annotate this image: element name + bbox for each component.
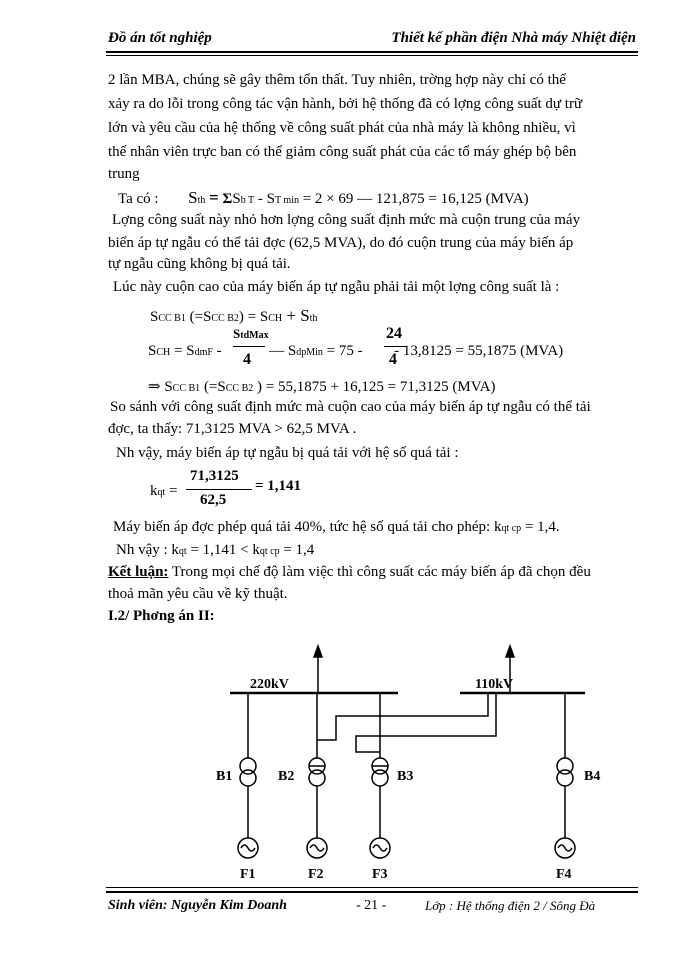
para3-line1: Lúc này cuộn cao của máy biến áp tự ngẫu phải tải một lợng công suất là : bbox=[113, 279, 560, 295]
label-b4: B4 bbox=[584, 769, 601, 784]
conclusion-label: Kết luận: bbox=[108, 564, 169, 580]
para1-line3: lớn và yêu cầu của hệ thống về công suất phát của nhà máy là không nhiều, vì bbox=[108, 120, 576, 136]
transformer-b2 bbox=[309, 758, 325, 786]
feeder-arrow-220kv bbox=[314, 646, 322, 657]
implies-icon: ⇒ bbox=[148, 379, 161, 395]
fraction-std-denominator: 4 bbox=[243, 351, 251, 368]
b3-link bbox=[356, 693, 496, 752]
equation-scc: SCC B1 (=SCC B2) = SCH + Sth bbox=[150, 306, 318, 325]
label-b2: B2 bbox=[278, 769, 295, 784]
label-f1: F1 bbox=[240, 867, 256, 882]
fraction-std-numerator: StdMax bbox=[233, 326, 269, 341]
equation-kqt: kqt = bbox=[150, 483, 178, 499]
label-b1: B1 bbox=[216, 769, 233, 784]
conclusion-line2: thoả mãn yêu cầu về kỹ thuật. bbox=[108, 586, 288, 602]
kqt-result: = 1,141 bbox=[255, 478, 302, 494]
feeder-arrow-110kv bbox=[506, 646, 514, 657]
footer-class: Lớp : Hệ thống điện 2 / Sông Đà bbox=[425, 898, 596, 913]
para5-line1: Nh vậy, máy biến áp tự ngẫu bị quá tải với hệ số quá tải : bbox=[116, 445, 459, 461]
equation-sth: Ta có : Sth = ΣSb T - ST min = 2 × 69 — 121,875 = 16,125 (MVA) bbox=[118, 188, 529, 207]
para1-line5: trung bbox=[108, 166, 140, 182]
kqt-denominator: 62,5 bbox=[200, 492, 227, 508]
para7-line1: Nh vậy : kqt = 1,141 < kqt cp = 1,4 bbox=[116, 542, 315, 558]
para4-line2: đợc, ta thấy: 71,3125 MVA > 62,5 MVA . bbox=[108, 421, 357, 437]
bus-220kv-label: 220kV bbox=[250, 677, 289, 692]
para1-line4: thế nhân viên trực ban có thể giảm công suất phát của các tổ máy ghép bộ bên bbox=[108, 144, 577, 160]
equation-sch: SCH = SdmF - — SdpMin = 75 - - 13,8125 = 55,1875 (MVA) bbox=[148, 343, 564, 359]
label-b3: B3 bbox=[397, 769, 414, 784]
eq1-lead: Ta có : bbox=[118, 191, 159, 207]
footer-rule-thin bbox=[106, 887, 638, 888]
fraction-24-numerator: 24 bbox=[386, 325, 402, 342]
generator-f1 bbox=[238, 838, 258, 858]
b2-link bbox=[317, 693, 488, 740]
conclusion-line1: Kết luận: Trong mọi chế độ làm việc thì công suất các máy biến áp đã chọn đều bbox=[108, 564, 591, 580]
header-right: Thiết kế phần điện Nhà máy Nhiệt điện bbox=[391, 30, 636, 46]
generator-f4 bbox=[555, 838, 575, 858]
section-heading: I.2/ Phơng án II: bbox=[108, 608, 215, 624]
para2-line1: Lợng công suất này nhỏ hơn lợng công suất định mức mà cuộn trung của máy bbox=[112, 212, 581, 228]
para4-line1: So sánh với công suất định mức mà cuộn cao của máy biến áp tự ngẫu có thể tải bbox=[110, 399, 591, 415]
para2-line2: biến áp tự ngẫu có thể tải đợc (62,5 MVA), do đó cuộn trung của máy biến áp bbox=[108, 235, 574, 251]
transformer-b1 bbox=[240, 758, 256, 786]
para1-line1: 2 lần MBA, chúng sẽ gây thêm tổn thất. Tuy nhiên, trờng hợp này chỉ có thể bbox=[108, 72, 566, 88]
para6-line1: Máy biến áp đợc phép quá tải 40%, tức hệ số quá tải cho phép: kqt cp = 1,4. bbox=[113, 519, 560, 535]
label-f2: F2 bbox=[308, 867, 324, 882]
para2-line3: tự ngẫu cũng không bị quá tải. bbox=[108, 256, 291, 272]
fraction-24-denominator: 4 bbox=[389, 351, 397, 368]
kqt-numerator: 71,3125 bbox=[190, 468, 239, 484]
transformer-b3 bbox=[372, 758, 388, 786]
transformer-b4 bbox=[557, 758, 573, 786]
generator-f3 bbox=[370, 838, 390, 858]
label-f4: F4 bbox=[556, 867, 572, 882]
bus-110kv-label: 110kV bbox=[475, 677, 514, 692]
footer-page-number: - 21 - bbox=[356, 898, 387, 913]
header-left: Đồ án tốt nghiệp bbox=[108, 30, 212, 46]
label-f3: F3 bbox=[372, 867, 388, 882]
footer-rule bbox=[106, 891, 638, 893]
generator-f2 bbox=[307, 838, 327, 858]
equation-scc-result: ⇒ SCC B1 (=SCC B2 ) = 55,1875 + 16,125 = 71,3125 (MVA) bbox=[148, 379, 496, 395]
para1-line2: xảy ra do lỗi trong công tác vận hành, bởi hệ thống đã có lợng công suất dự trữ bbox=[108, 96, 583, 112]
footer-student: Sinh viên: Nguyễn Kim Doanh bbox=[108, 898, 287, 913]
